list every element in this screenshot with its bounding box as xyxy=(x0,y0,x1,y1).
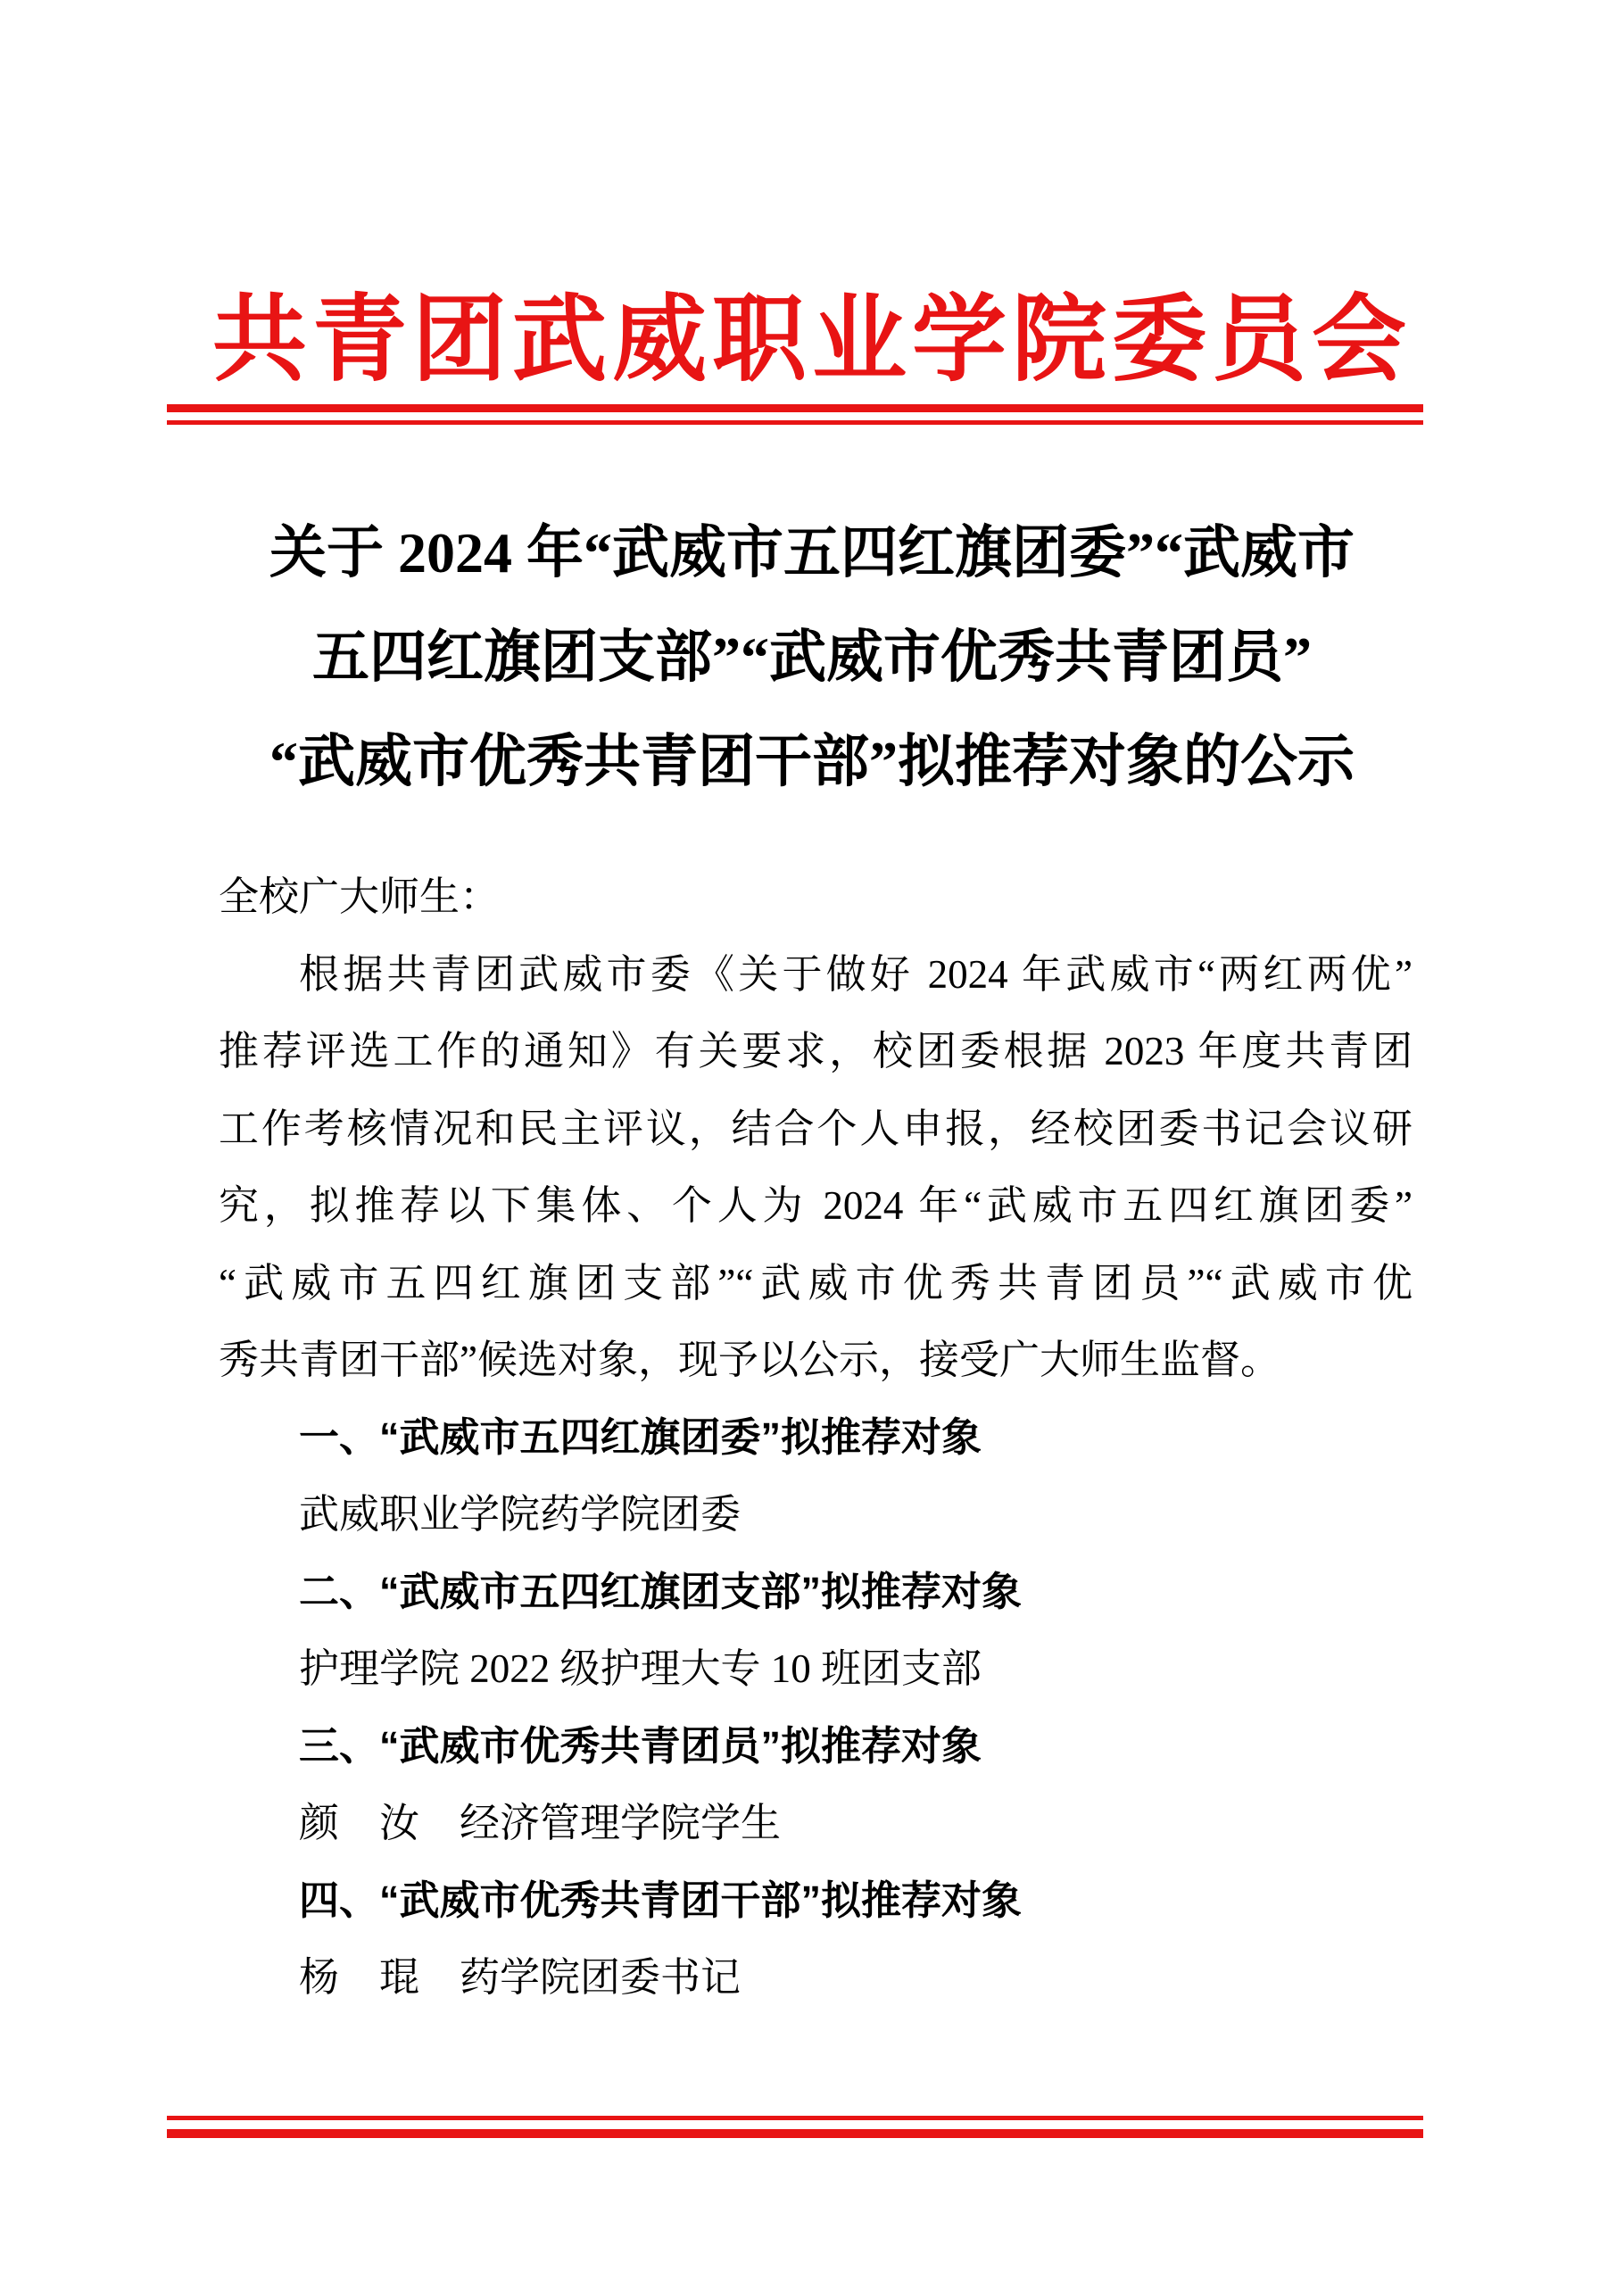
paragraph-line: 秀共青团干部”候选对象，现予以公示，接受广大师生监督。 xyxy=(219,1338,1280,1382)
doc-title-line-1: 关于 2024 年“武威市五四红旗团委”“武威市 xyxy=(269,521,1355,584)
paragraph-line: 推荐评选工作的通知》有关要求，校团委根据 2023 年度共青团 xyxy=(219,1029,1413,1073)
footer-divider xyxy=(167,2116,1423,2138)
section-4-heading: 四、“武威市优秀共青团干部”拟推荐对象 xyxy=(299,1877,1023,1923)
doc-title-line-3: “武威市优秀共青团干部”拟推荐对象的公示 xyxy=(269,730,1355,793)
section-2-heading: 二、“武威市五四红旗团支部”拟推荐对象 xyxy=(299,1568,1023,1614)
section-4-content: 杨 琨 药学院团委书记 xyxy=(299,1955,742,2000)
header-divider-thick-line xyxy=(167,404,1423,412)
section-2-content: 护理学院 2022 级护理大专 10 班团支部 xyxy=(299,1646,982,1691)
document-body xyxy=(219,858,1413,2017)
paragraph-line: 工作考核情况和民主评议，结合个人申报，经校团委书记会议研 xyxy=(219,1106,1413,1151)
org-title: 共青团武威职业学院委员会 xyxy=(212,288,1412,393)
paragraph-line: 根据共青团武威市委《关于做好 2024 年武威市“两红两优” xyxy=(299,951,1413,997)
header-divider xyxy=(167,404,1423,425)
section-3-content: 颜 汝 经济管理学院学生 xyxy=(299,1801,782,1845)
header-divider-thin-line xyxy=(167,420,1423,425)
section-1-content: 武威职业学院药学院团委 xyxy=(299,1492,742,1537)
footer-divider-thick-line xyxy=(167,2129,1423,2138)
footer-divider-thin-line xyxy=(167,2116,1423,2120)
section-3-heading: 三、“武威市优秀共青团员”拟推荐对象 xyxy=(299,1722,982,1769)
paragraph-line: 究，拟推荐以下集体、个人为 2024 年“武威市五四红旗团委” xyxy=(219,1183,1413,1228)
paragraph-line: “武威市五四红旗团支部”“武威市优秀共青团员”“武威市优 xyxy=(219,1260,1413,1305)
section-1-heading: 一、“武威市五四红旗团委”拟推荐对象 xyxy=(299,1413,982,1460)
doc-title-line-2: 五四红旗团支部”“武威市优秀共青团员” xyxy=(312,626,1312,689)
doc-title xyxy=(98,501,1526,814)
salutation: 全校广大师生： xyxy=(219,874,501,919)
